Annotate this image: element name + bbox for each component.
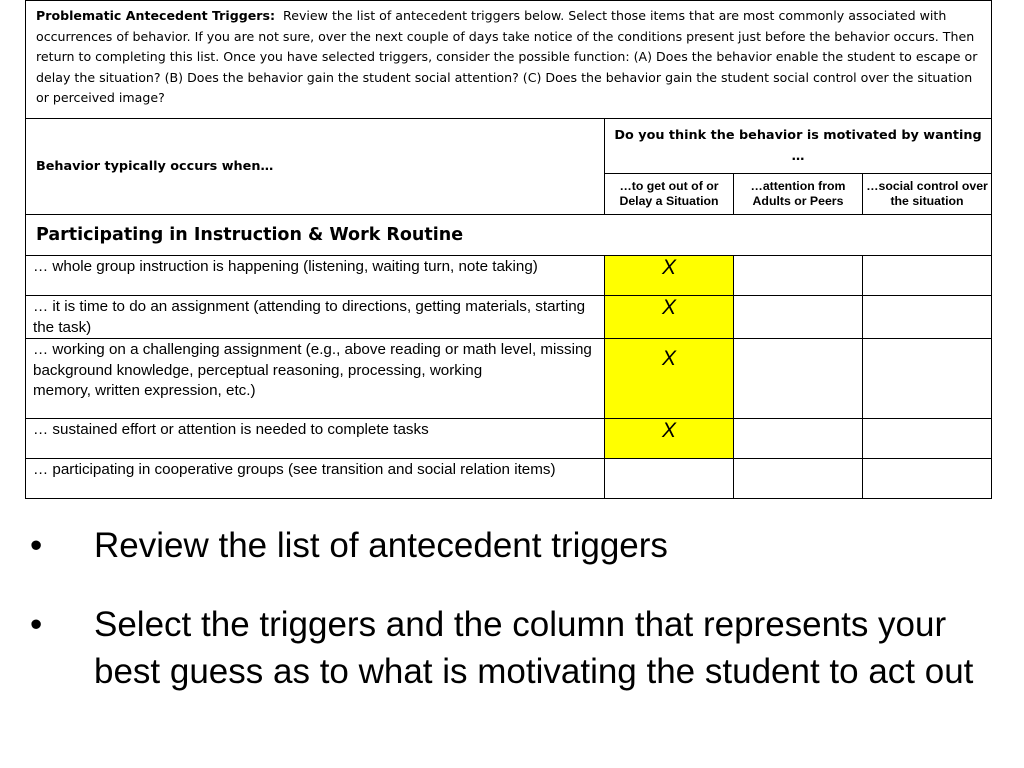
trigger-text: … whole group instruction is happening (listening, waiting turn, note taking) bbox=[26, 256, 605, 296]
behavior-occurs-header: Behavior typically occurs when… bbox=[26, 119, 605, 215]
control-cell[interactable] bbox=[863, 296, 992, 339]
motivation-question-header: Do you think the behavior is motivated by wanting … bbox=[605, 119, 992, 174]
instructions-title: Problematic Antecedent Triggers: bbox=[36, 8, 276, 23]
table-row bbox=[26, 256, 992, 296]
escape-cell[interactable]: X bbox=[605, 419, 734, 459]
attention-cell[interactable] bbox=[734, 256, 863, 296]
control-cell[interactable] bbox=[863, 256, 992, 296]
control-cell[interactable] bbox=[863, 419, 992, 459]
column-header-control: …social control over the situation bbox=[863, 174, 992, 215]
table-row bbox=[26, 459, 992, 499]
bullet-text: Select the triggers and the column that represents your best guess as to what is motivating the student to act out bbox=[94, 605, 974, 691]
antecedent-triggers-table bbox=[25, 0, 992, 499]
control-cell[interactable] bbox=[863, 339, 992, 419]
instructions-body: Review the list of antecedent triggers below. Select those items that are most commonly associated with occurrences of behavior. If you are not sure, over the next couple of days take notice of the conditions present just before the behavior occurs. Then return to completing this list. Once you have selected triggers, consider the possible function: (A) Does the behavior enable the student to escape or delay the situation? (B) Does the behavior gain the student social attention? (C) Does the behavior gain the student social control over the situation or perceived image? bbox=[36, 8, 978, 105]
attention-cell[interactable] bbox=[734, 339, 863, 419]
bullet-text: Review the list of antecedent triggers bbox=[94, 526, 668, 565]
column-header-attention: …attention from Adults or Peers bbox=[734, 174, 863, 215]
attention-cell[interactable] bbox=[734, 459, 863, 499]
attention-cell[interactable] bbox=[734, 296, 863, 339]
trigger-text: … it is time to do an assignment (attending to directions, getting materials, starting the task) bbox=[26, 296, 605, 339]
instructions-cell bbox=[26, 1, 992, 119]
section-heading: Participating in Instruction & Work Routine bbox=[26, 215, 992, 256]
table-row bbox=[26, 339, 992, 419]
bullet-icon: • bbox=[30, 526, 43, 565]
escape-cell[interactable]: X bbox=[605, 339, 734, 419]
trigger-text: … working on a challenging assignment (e.g., above reading or math level, missing background knowledge, perceptual reasoning, processing, working memory, written expression, etc.) bbox=[26, 339, 605, 419]
escape-cell[interactable] bbox=[605, 459, 734, 499]
table-row bbox=[26, 296, 992, 339]
trigger-text: … sustained effort or attention is needed to complete tasks bbox=[26, 419, 605, 459]
escape-cell[interactable]: X bbox=[605, 296, 734, 339]
column-header-escape: …to get out of or Delay a Situation bbox=[605, 174, 734, 215]
bullet-item bbox=[30, 601, 1000, 695]
bullet-item bbox=[30, 522, 1000, 569]
escape-cell[interactable]: X bbox=[605, 256, 734, 296]
bullet-icon: • bbox=[30, 605, 43, 644]
attention-cell[interactable] bbox=[734, 419, 863, 459]
trigger-text: … participating in cooperative groups (see transition and social relation items) bbox=[26, 459, 605, 499]
table-row bbox=[26, 419, 992, 459]
instruction-bullets bbox=[30, 522, 1000, 727]
control-cell[interactable] bbox=[863, 459, 992, 499]
